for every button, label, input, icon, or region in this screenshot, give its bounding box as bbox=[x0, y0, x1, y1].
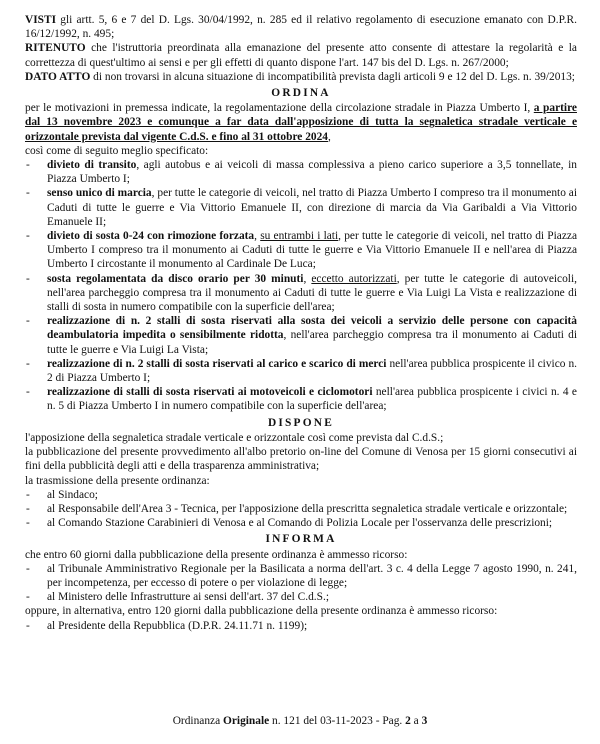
visti-paragraph bbox=[25, 13, 577, 41]
visti-text: gli artt. 5, 6 e 7 del D. Lgs. 30/04/1992, n. 285 ed il relativo regolamento di esecuzione emanato con D.P.R. 16/12/1992, n. 495; bbox=[25, 14, 577, 41]
footer-prefix: Ordinanza bbox=[172, 715, 223, 727]
ritenuto-text: che l'istruttoria preordinata alla emanazione del presente atto consente di attestare la regolarità e la correttezza di quest'ultimo ai sensi e per gli effetti di quanto dispone l'art. 147 bis del D. Lgs. n. 267/2000; bbox=[25, 42, 577, 69]
informa-line: oppure, in alternativa, entro 120 giorni dalla pubblicazione della presente ordinanza è ammesso ricorso: bbox=[25, 605, 498, 618]
visti-lead: VISTI bbox=[25, 14, 57, 26]
ordina-item-text: , per tutte le categorie di veicoli, nel tratto di Piazza Umberto I compreso tra il monumento ai Caduti di tutte le guerre e Via Vittorio Emanuele II e nell'area di Piazza Umberto I circostante il monumento al Cardinale De Luca; bbox=[47, 230, 578, 271]
footer-page-number: 2 bbox=[405, 715, 411, 727]
ordina-item-sep: , bbox=[254, 230, 261, 243]
dispone-list bbox=[25, 488, 577, 531]
dato-atto-text: di non trovarsi in alcuna situazione di incompatibilità prevista dagli articoli 9 e 12 del D. Lgs. n. 39/2013; bbox=[90, 70, 575, 83]
ordina-item bbox=[25, 186, 577, 229]
ordina-item-lead: senso unico di marcia bbox=[47, 187, 152, 200]
informa-item: - al Tribunale Amministrativo Regionale per la Basilicata a norma dell'art. 3 c. 4 della Legge 7 agosto 1990, n. 241, per incompetenza, per eccesso di potere o per violazione di legge; bbox=[25, 562, 577, 590]
ordina-intro bbox=[25, 101, 577, 158]
ordina-item bbox=[25, 229, 577, 272]
ordina-item-underlined: su entrambi i lati bbox=[260, 230, 339, 243]
ordina-item-underlined: eccetto autorizzati bbox=[311, 272, 397, 285]
ordina-item-text: , agli autobus e ai veicoli di massa complessiva a pieno carico superiore a 3,5 tonnellate, in Piazza Umberto I; bbox=[47, 159, 577, 186]
footer-middle: n. 121 del 03-11-2023 - Pag. bbox=[269, 715, 406, 727]
ordina-item-text: nell'area pubblica prospicente i civici n. 4 e n. 5 di Piazza Umberto I in numero compatibile con la superficie dell'area; bbox=[47, 386, 577, 413]
ordina-item-lead: realizzazione di stalli di sosta riservati ai motoveicoli e ciclomotori bbox=[47, 386, 373, 399]
ordina-intro-text: per le motivazioni in premessa indicate, la regolamentazione della circolazione stradale in Piazza Umberto I, bbox=[25, 102, 534, 115]
ritenuto-paragraph bbox=[25, 41, 577, 69]
dispone-item: - al Responsabile dell'Area 3 - Tecnica, per l'apposizione della prescritta segnaletica stradale verticale e orizzontale; bbox=[25, 502, 577, 516]
informa-item: - al Ministero delle Infrastrutture ai sensi dell'art. 37 del C.d.S.; bbox=[25, 590, 577, 604]
ordina-item-sep: , bbox=[303, 272, 312, 285]
dato-atto-lead: DATO ATTO bbox=[25, 70, 91, 83]
footer-original: Originale bbox=[222, 715, 270, 727]
dispone-line: la pubblicazione del presente provvedimento all'albo pretorio on-line del Comune di Venosa per 15 giorni consecutivi ai fini della pubblicità degli atti e della trasparenza amministrativa; bbox=[25, 446, 577, 473]
ordina-period: a partire dal 13 novembre 2023 e comunque a far data dall'apposizione di tutta la segnaletica stradale verticale e orizzontale prevista dal vigente C.d.S. e fino al 31 ottobre 2024 bbox=[25, 102, 577, 143]
informa-line: che entro 60 giorni dalla pubblicazione della presente ordinanza è ammesso ricorso: bbox=[25, 548, 408, 561]
ritenuto-lead: RITENUTO bbox=[25, 42, 86, 55]
informa-list bbox=[25, 619, 577, 633]
ordina-item-lead: divieto di sosta 0-24 con rimozione forzata bbox=[47, 230, 255, 243]
ordina-item-lead: realizzazione di n. 2 stalli di sosta riservati alla sosta dei veicoli a servizio delle persone con capacità deambulatoria impedita o sensibilmente ridotta bbox=[47, 315, 577, 342]
informa-list bbox=[25, 562, 577, 605]
ordina-intro-comma: , bbox=[328, 130, 331, 143]
dato-atto-paragraph bbox=[25, 70, 577, 84]
ordina-item bbox=[25, 314, 577, 357]
ordina-intro-tail: così come di seguito meglio specificato: bbox=[25, 144, 209, 157]
ordina-heading: ORDINA bbox=[271, 87, 331, 100]
dispone-line: la trasmissione della presente ordinanza: bbox=[25, 474, 210, 487]
ordina-item bbox=[25, 272, 577, 315]
document-page bbox=[25, 13, 577, 633]
ordina-item bbox=[25, 357, 577, 385]
footer-sep: a bbox=[410, 715, 422, 727]
ordina-item-text: , nell'area parcheggio compresa tra il monumento ai Caduti di tutte le guerre e Via Luigi La Vista; bbox=[47, 329, 577, 356]
informa-item: - al Presidente della Repubblica (D.P.R. 24.11.71 n. 1199); bbox=[25, 619, 577, 633]
dispone-item: - al Comando Stazione Carabinieri di Venosa e al Comando di Polizia Locale per l'osservanza delle prescrizioni; bbox=[25, 516, 577, 530]
ordina-item-text: , per tutte le categorie di autoveicoli, nell'area parcheggio compresa tra il monumento ai Caduti di tutte le guerre e Via Luigi La Vista e realizzazione di stalli di sosta in numero compatibile con la superficie dell'area; bbox=[47, 272, 577, 314]
ordina-item-text: , per tutte le categorie di veicoli, nel tratto di Piazza Umberto I compreso tra il monumento ai Caduti di tutte le guerre e Via Vittorio Emanuele II, con direzione di marcia da Via Garibaldi a Via Vittorio Emanuele II; bbox=[47, 187, 578, 228]
ordina-list bbox=[25, 158, 577, 414]
ordina-item-lead: sosta regolamentata da disco orario per 30 minuti bbox=[47, 272, 304, 285]
footer-page-total: 3 bbox=[421, 715, 428, 727]
ordina-item bbox=[25, 385, 577, 413]
informa-heading: INFORMA bbox=[265, 533, 337, 546]
ordina-item-text: nell'area pubblica prospicente il civico n. 2 di Piazza Umberto I; bbox=[47, 357, 577, 385]
dispone-line: l'apposizione della segnaletica stradale verticale e orizzontale così come prevista dal C.d.S.; bbox=[25, 431, 444, 444]
dispone-item: - al Sindaco; bbox=[25, 488, 577, 502]
ordina-item-lead: realizzazione di n. 2 stalli di sosta riservati al carico e scarico di merci bbox=[47, 357, 387, 370]
page-footer bbox=[0, 715, 600, 727]
ordina-item bbox=[25, 158, 577, 186]
dispone-heading: DISPONE bbox=[267, 416, 335, 429]
ordina-item-lead: divieto di transito bbox=[47, 159, 137, 172]
